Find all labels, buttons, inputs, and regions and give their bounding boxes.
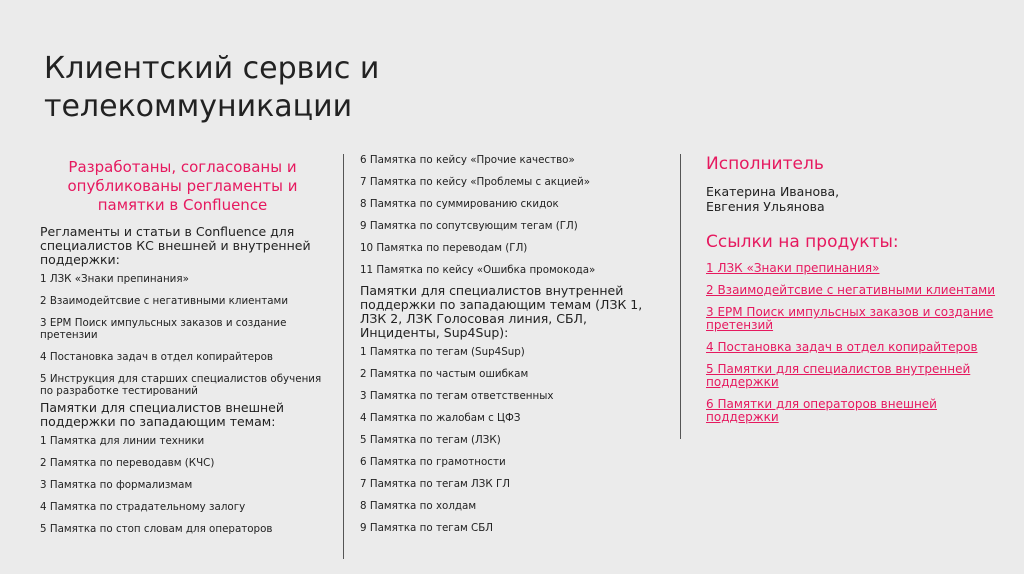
list-item: 8 Памятка по суммированию скидок — [360, 198, 559, 210]
product-links-list — [706, 262, 996, 424]
list-item: 10 Памятка по переводам (ГЛ) — [360, 242, 528, 254]
list-item: 4 Постановка задач в отдел копирайтеров — [40, 351, 273, 363]
list-item: 2 Взаимодейтсвие с негативными клиентами — [40, 295, 289, 307]
list-item — [706, 262, 996, 275]
executor-names — [706, 184, 996, 214]
list-item — [706, 398, 996, 424]
list-item — [706, 341, 996, 354]
external-support-memos-heading: Памятки для специалистов внешней поддержки по западающим темам: — [40, 400, 285, 429]
list-item: 11 Памятка по кейсу «Ошибка промокода» — [360, 264, 596, 276]
list-item: 7 Памятка по тегам ЛЗК ГЛ — [360, 478, 510, 490]
list-item: 2 Памятка по частым ошибкам — [360, 368, 529, 380]
list-item: 2 Памятка по переводавм (КЧС) — [40, 457, 215, 469]
list-item: 3 Памятка по тегам ответственных — [360, 390, 554, 402]
list-item: 5 Памятка по тегам (ЛЗК) — [360, 434, 501, 446]
list-item: 9 Памятка по сопутсвующим тегам (ГЛ) — [360, 220, 578, 232]
list-item — [706, 284, 996, 297]
executor-name: Евгения Ульянова — [706, 199, 825, 214]
title-line-1: Клиентский сервис и — [44, 51, 380, 86]
title-line-2: телекоммуникации — [44, 89, 353, 124]
list-item: 3 Памятка по формализмам — [40, 479, 193, 491]
list-item: 7 Памятка по кейсу «Проблемы с акцией» — [360, 176, 591, 188]
product-link[interactable]: 5 Памятки для специалистов внутренней поддержки — [706, 362, 971, 389]
list-item: 6 Памятка по кейсу «Прочие качество» — [360, 154, 575, 166]
list-item: 1 Памятка для линии техники — [40, 435, 205, 447]
list-item: 6 Памятка по грамотности — [360, 456, 506, 468]
list-item: 4 Памятка по страдательному залогу — [40, 501, 246, 513]
list-item: 9 Памятка по тегам СБЛ — [360, 522, 494, 534]
product-link[interactable]: 2 Взаимодейтсвие с негативными клиентами — [706, 283, 996, 297]
internal-support-memos-heading: Памятки для специалистов внутренней поддержки по западающим темам (ЛЗК 1, ЛЗК 2, ЛЗК Голосовая линия, СБЛ, Инциденты, Sup4Sup): — [360, 283, 643, 340]
list-item: 1 ЛЗК «Знаки препинания» — [40, 273, 189, 285]
external-internal-regulations-heading: Регламенты и статьи в Confluence для специалистов КС внешней и внутренней поддержки: — [40, 224, 311, 267]
list-item: 8 Памятка по холдам — [360, 500, 477, 512]
list-item — [706, 363, 996, 389]
list-item: 3 ЕРМ Поиск импульсных заказов и создание претензии — [40, 317, 287, 341]
column-3 — [706, 154, 996, 433]
executor-heading: Исполнитель — [706, 154, 824, 174]
internal-memos-list — [360, 346, 660, 534]
list-item: 1 Памятка по тегам (Sup4Sup) — [360, 346, 525, 358]
column-2 — [360, 154, 660, 544]
external-memos-list — [40, 435, 325, 535]
column-1-heading: Разработаны, согласованы и опубликованы регламенты и памятки в Confluence — [67, 158, 298, 214]
executor-name: Екатерина Иванова, — [706, 184, 840, 199]
list-item: 4 Памятка по жалобам с ЦФЗ — [360, 412, 521, 424]
column-divider — [343, 154, 344, 559]
product-link[interactable]: 4 Постановка задач в отдел копирайтеров — [706, 340, 978, 354]
list-item: 5 Инструкция для старших специалистов обучения по разработке тестирований — [40, 373, 322, 397]
slide-title — [44, 50, 564, 126]
list-item: 5 Памятка по стоп словам для операторов — [40, 523, 273, 535]
product-link[interactable]: 1 ЛЗК «Знаки препинания» — [706, 261, 880, 275]
regulations-list — [40, 273, 325, 397]
product-link[interactable]: 3 ЕРМ Поиск импульсных заказов и создание претензий — [706, 305, 994, 332]
column-divider — [680, 154, 681, 439]
product-link[interactable]: 6 Памятки для операторов внешней поддержки — [706, 397, 937, 424]
list-item — [706, 306, 996, 332]
external-memos-continued-list — [360, 154, 660, 276]
product-links-heading: Ссылки на продукты: — [706, 232, 899, 252]
column-1 — [40, 158, 325, 545]
